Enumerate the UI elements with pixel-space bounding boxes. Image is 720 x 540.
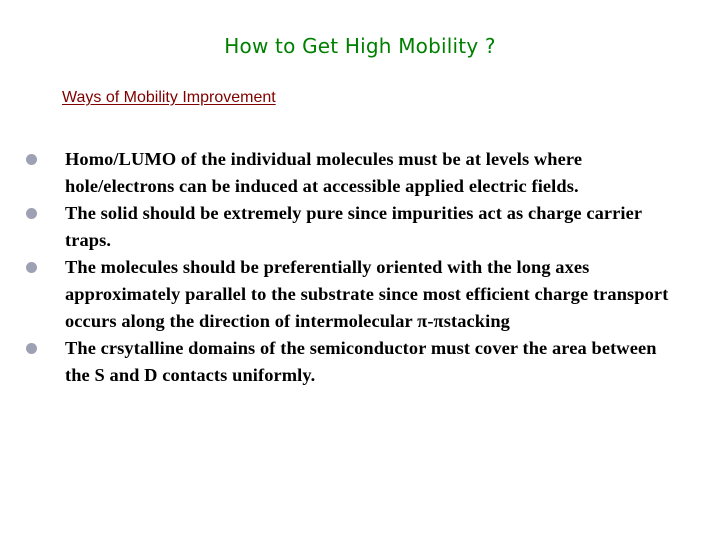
bullet-dot-icon bbox=[26, 343, 37, 354]
bullet-list bbox=[0, 146, 720, 389]
bullet-dot-icon bbox=[26, 262, 37, 273]
bullet-dot-icon bbox=[26, 154, 37, 165]
bullet-dot-icon bbox=[26, 208, 37, 219]
bullet-item bbox=[0, 335, 720, 389]
bullet-item bbox=[0, 254, 720, 335]
bullet-text: Homo/LUMO of the individual molecules must be at levels where hole/electrons can be induced at accessible applied electric fields. bbox=[65, 149, 583, 196]
bullet-item bbox=[0, 200, 720, 254]
bullet-item bbox=[0, 146, 720, 200]
slide-subtitle: Ways of Mobility Improvement bbox=[62, 89, 276, 106]
bullet-text: The solid should be extremely pure since impurities act as charge carrier traps. bbox=[65, 203, 642, 250]
slide-title: How to Get High Mobility ? bbox=[224, 34, 496, 58]
bullet-text: The molecules should be preferentially oriented with the long axes approximately parallel to the substrate since most efficient charge transport occurs along the direction of intermolecular π-πstacking bbox=[65, 257, 669, 331]
bullet-text: The crsytalline domains of the semiconductor must cover the area between the S and D contacts uniformly. bbox=[65, 338, 657, 385]
